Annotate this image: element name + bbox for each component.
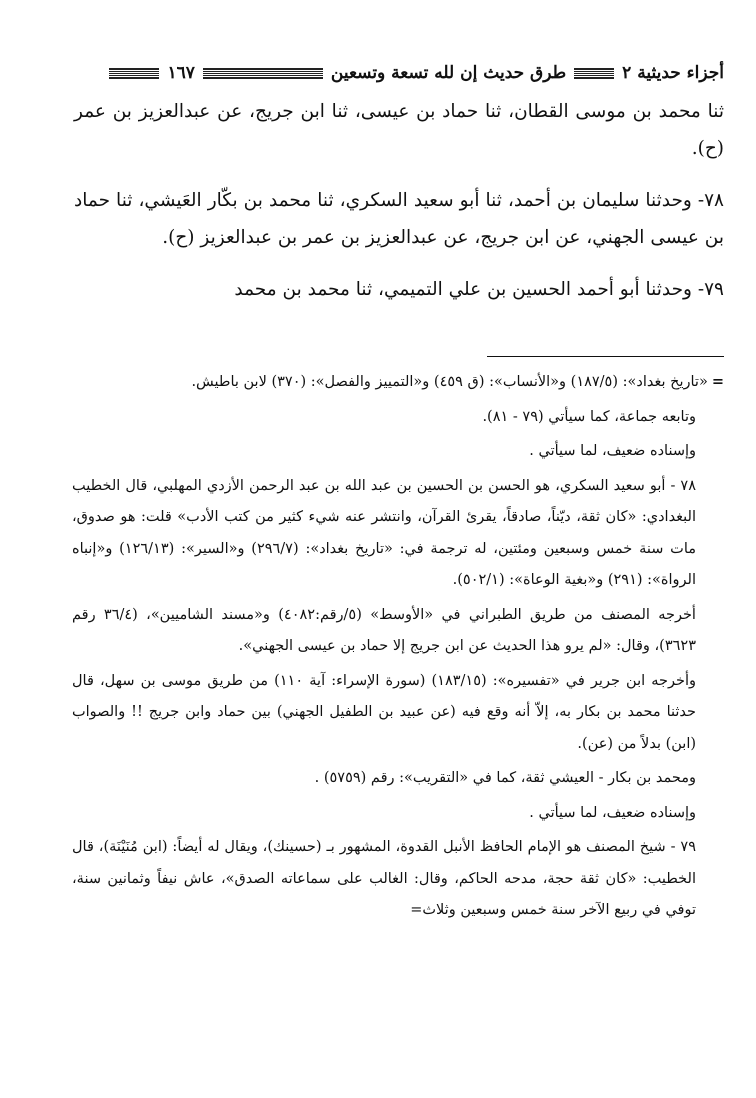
footnote-text: «تاريخ بغداد»: (١٨٧/٥) و«الأنساب»: (ق ٤٥٩) و«التمييز والفصل»: (٣٧٠) لابن باطيش. [191,374,708,390]
header-ornament-bar [574,68,614,79]
footnote-item: وإسناده ضعيف، لما سيأتي . [529,804,696,821]
main-text [74,94,724,325]
main-paragraph: ٧٨- وحدثنا سليمان بن أحمد، ثنا أبو سعيد السكري، ثنا محمد بن بكّار العَيشي، ثنا حماد بن عيسى الجهني، عن ابن جريج، عن عبدالعزيز بن عمر بن عبدالعزيز (ح). [74,190,724,248]
footnote-separator [487,356,724,357]
footnote-item: أخرجه المصنف من طريق الطبراني في «الأوسط» (٥/رقم:٤٠٨٢) و«مسند الشاميين»، (٣٦/٤ رقم ٣٦٢٣)، وقال: «لم يرو هذا الحديث عن ابن جريج إلا حماد بن عيسى الجهني». [72,606,696,654]
header-ornament-bar [109,68,159,79]
continuation-mark: = [711,373,724,390]
header-chapter-title: طرق حديث إن لله تسعة وتسعين [330,63,567,83]
footnote-item: ٧٨ - أبو سعيد السكري، هو الحسن بن الحسين بن عبد الله بن عبد الرحمن الأزدي المهلبي، قال الخطيب البغدادي: «كان ثقة، ديّناً، صادقاً، يقرئ القرآن، وانتشر عنه شيء كثير من كتب الأدب» قلت: هو صدوق، مات سنة خمس وسبعين ومئتين، له ترجمة في: «تاريخ بغداد»: (٢٩٦/٧) و«السير»: (١٢٦/١٣) و«إنباه الرواة»: (٢٩١) و«بغية الوعاة»: (٥٠٢/١). [72,477,697,588]
page-number: ١٦٧ [167,63,195,83]
footnotes [72,366,724,930]
footnote-item: وأخرجه ابن جرير في «تفسيره»: (١٨٣/١٥) (سورة الإسراء: آية ١١٠) من طريق موسى بن سهل، قال حدثنا محمد بن بكار به، إلاّ أنه وقع فيه (عن عبيد بن الطفيل الجهني) بين حماد وابن جريج !! والصواب (ابن) بدلاً من (عن). [72,672,696,752]
header-book-title: أجزاء حديثية ٢ [622,63,724,83]
footnote-item: وإسناده ضعيف، لما سيأتي . [529,443,696,459]
main-paragraph: ثنا محمد بن موسى القطان، ثنا حماد بن عيسى، ثنا ابن جريج، عن عبدالعزيز بن عمر (ح). [74,101,724,159]
footnote-item: ومحمد بن بكار - العيشي ثقة، كما في «التقريب»: رقم (٥٧٥٩) . [314,770,696,786]
footnote-item [72,366,724,399]
running-header [68,58,724,88]
header-ornament-bar [203,68,323,79]
footnote-item: ٧٩ - شيخ المصنف هو الإمام الحافظ الأنبل القدوة، المشهور بـ (حسينك)، ويقال له أيضاً: (ابن مُنَيْنَة)، قال الخطيب: «كان ثقة حجة، مدحه الحاكم، وقال: الغالب على سماعاته الصدق»، عاش نيفاً وثمانين سنة، توفي في ربيع الآخر سنة خمس وسبعين وثلاث= [72,839,696,918]
footnote-item: وتابعه جماعة، كما سيأتي (٧٩ - ٨١). [482,408,696,425]
main-paragraph: ٧٩- وحدثنا أبو أحمد الحسين بن علي التميمي، ثنا محمد بن محمد [234,279,724,300]
